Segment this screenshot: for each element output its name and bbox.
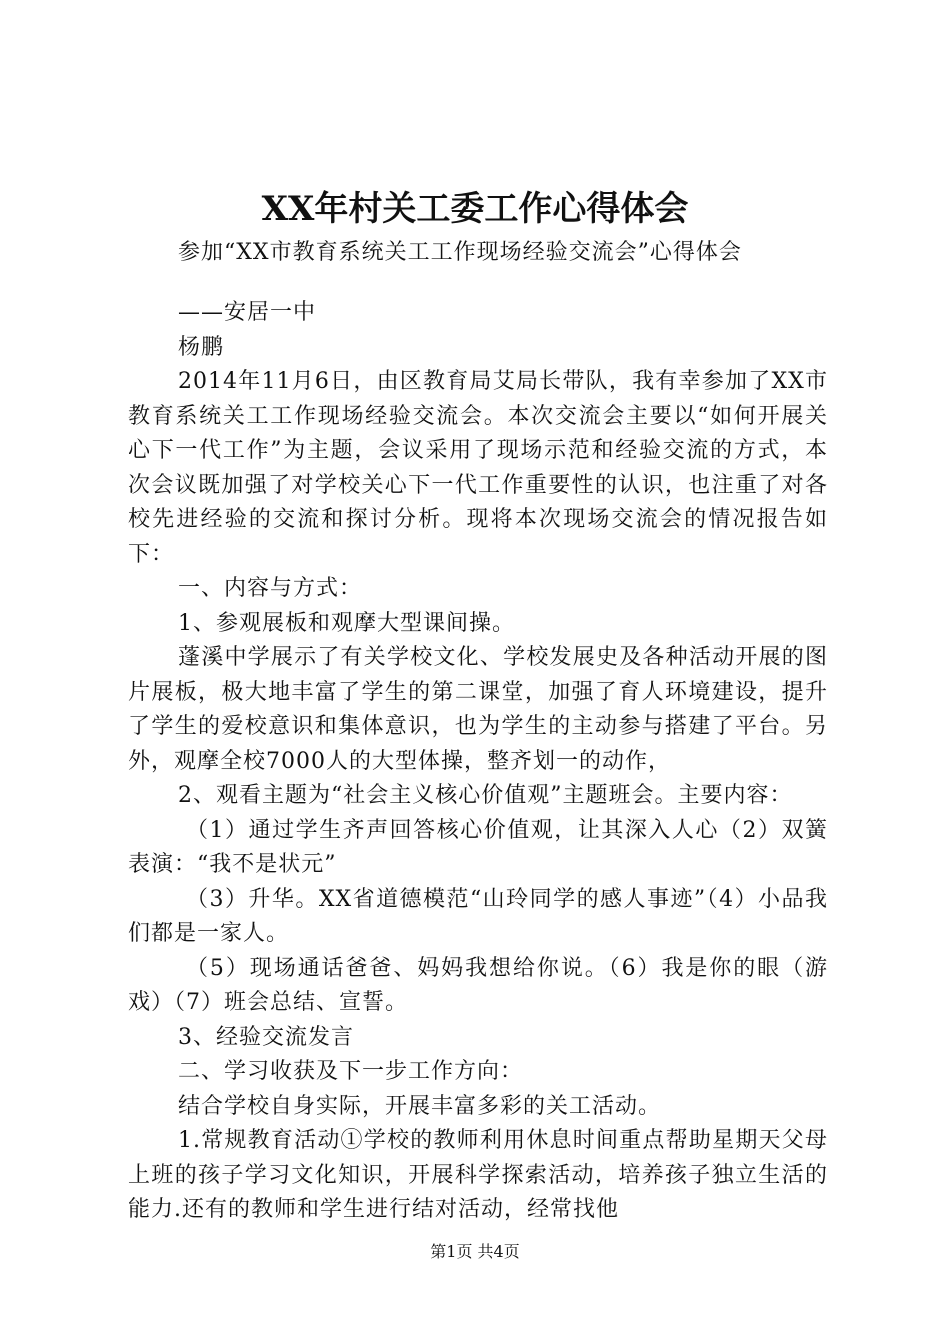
paragraph: 1.常规教育活动①学校的教师利用休息时间重点帮助星期天父母上班的孩子学习文化知识，开展科学探索活动，培养孩子独立生活的能力.还有的教师和学生进行结对活动，经常找他 [128,1128,828,1222]
paragraph: 蓬溪中学展示了有关学校文化、学校发展史及各种活动开展的图片展板，极大地丰富了学生的第二课堂，加强了育人环境建设，提升了学生的爱校意识和集体意识，也为学生的主动参与搭建了平台。另外，观摩全校7000人的大型体操，整齐划一的动作， [128,645,828,774]
subsection-heading: 2、观看主题为“社会主义核心价值观”主题班会。主要内容： [178,783,793,808]
subsection-heading: 1、参观展板和观摩大型课间操。 [178,610,515,636]
document-subtitle: 参加“XX市教育系统关工工作现场经验交流会”心得体会 [178,240,742,265]
list-item: （5）现场通话爸爸、妈妈我想给你说。（6）我是你的眼（游戏）（7）班会总结、宣誓。 [128,955,828,1015]
list-item: （3）升华。XX省道德模范“山玲同学的感人事迹”（4）小品我们都是一家人。 [128,886,828,946]
paragraph: 2014年11月6日，由区教育局艾局长带队，我有幸参加了XX市教育系统关工工作现场经验交流会。本次交流会主要以“如何开展关心下一代工作”为主题，会议采用了现场示范和经验交流的方式，本次会议既加强了对学校关心下一代工作重要性的认识，也注重了对各校先进经验的交流和探讨分析。现将本次现场交流会的情况报告如下： [128,369,828,567]
document-title: XX年村关工委工作心得体会 [261,189,689,229]
section-heading: 二、学习收获及下一步工作方向： [178,1059,524,1084]
list-item: （1）通过学生齐声回答核心价值观，让其深入人心（2）双簧表演：“我不是状元” [128,817,828,877]
paragraph: 结合学校自身实际，开展丰富多彩的关工活动。 [178,1093,662,1119]
page-number: 第1页 共4页 [430,1242,520,1261]
section-heading: 一、内容与方式： [178,576,363,601]
author-name: 杨鹏 [178,334,225,360]
document-body [128,296,828,1228]
author-school: ——安居一中 [178,300,317,325]
subsection-heading: 3、经验交流发言 [178,1024,354,1050]
